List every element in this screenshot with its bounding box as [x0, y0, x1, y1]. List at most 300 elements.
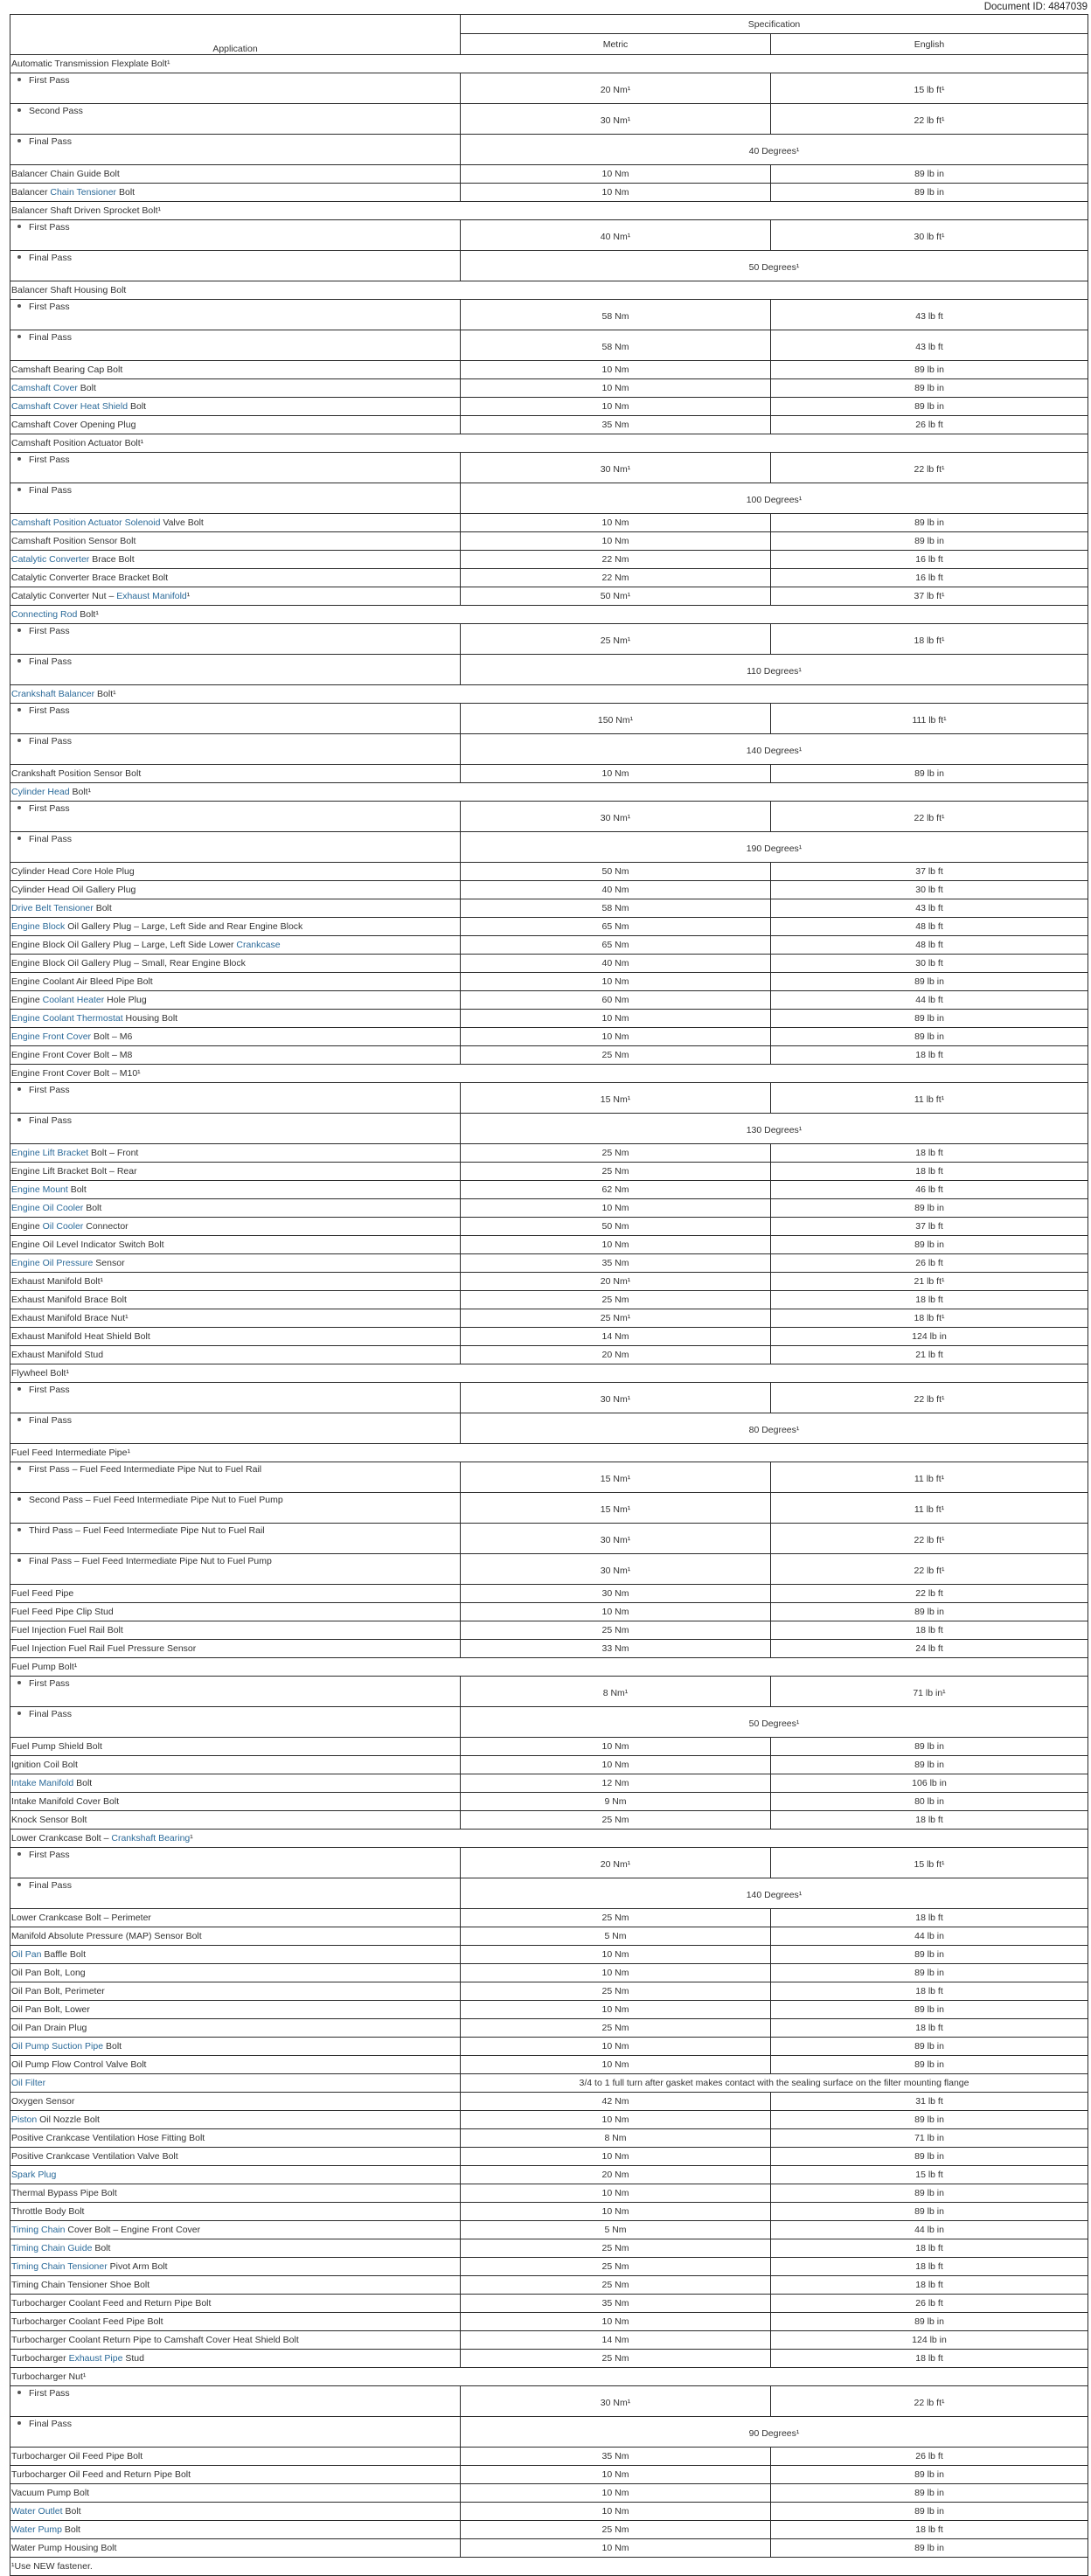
english-value: 26 lb ft — [771, 416, 1088, 434]
application-text: First Pass — [29, 302, 70, 312]
application-cell — [10, 2148, 461, 2166]
component-link[interactable]: Cylinder Head — [11, 787, 70, 797]
metric-value: 20 Nm¹ — [461, 1848, 771, 1878]
application-text: Engine — [11, 1221, 43, 1232]
application-text: Fuel Feed Pipe — [11, 1588, 74, 1599]
english-value: 22 lb ft¹ — [771, 1383, 1088, 1413]
application-cell — [10, 655, 461, 685]
component-link[interactable]: Water Outlet — [11, 2506, 63, 2517]
english-value: 16 lb ft — [771, 551, 1088, 569]
component-link[interactable]: Camshaft Cover Heat Shield — [11, 401, 129, 412]
english-value: 89 lb in — [771, 2503, 1088, 2521]
application-cell — [10, 1964, 461, 1982]
footnote: ¹Use NEW fastener. — [10, 2558, 1088, 2576]
component-link[interactable]: Engine Front Cover — [11, 1031, 92, 1042]
application-text: Oil Pump Flow Control Valve Bolt — [11, 2059, 147, 2070]
english-value: 26 lb ft — [771, 2295, 1088, 2313]
application-cell — [10, 624, 461, 655]
metric-value: 14 Nm — [461, 1328, 771, 1346]
application-cell — [10, 55, 1088, 73]
application-cell — [10, 483, 461, 514]
application-cell — [10, 765, 461, 783]
application-cell — [10, 1658, 1088, 1677]
spec-value-span: 100 Degrees¹ — [461, 483, 1088, 514]
component-link[interactable]: Catalytic Converter — [11, 554, 90, 565]
table-row — [10, 955, 1088, 973]
application-text: Engine Front Cover Bolt – M8 — [11, 1050, 133, 1060]
application-cell — [10, 1493, 461, 1524]
application-cell — [10, 1554, 461, 1585]
english-value: 89 lb in — [771, 1946, 1088, 1964]
application-cell — [10, 802, 461, 832]
english-value: 11 lb ft¹ — [771, 1493, 1088, 1524]
spec-value-span: 130 Degrees¹ — [461, 1114, 1088, 1144]
metric-value: 25 Nm — [461, 1144, 771, 1163]
application-cell — [10, 1328, 461, 1346]
application-text: Catalytic Converter Brace Bracket Bolt — [11, 573, 169, 583]
bullet-icon — [17, 255, 21, 259]
application-cell — [10, 1774, 461, 1793]
application-cell — [10, 2350, 461, 2368]
application-text: Bolt — [61, 2524, 80, 2535]
application-cell — [10, 2386, 461, 2417]
metric-value: 9 Nm — [461, 1793, 771, 1811]
application-text: Intake Manifold Cover Bolt — [11, 1796, 120, 1807]
application-cell — [10, 2074, 461, 2093]
component-link[interactable]: Engine Block — [11, 921, 66, 932]
bullet-icon — [17, 659, 21, 663]
application-text: Camshaft Cover Opening Plug — [11, 420, 136, 430]
application-text: Fuel Pump Shield Bolt — [11, 1741, 102, 1752]
bullet-icon — [17, 488, 21, 491]
pass-row — [10, 1677, 1088, 1707]
metric-value: 65 Nm — [461, 936, 771, 955]
component-link[interactable]: Exhaust Manifold — [116, 591, 187, 601]
table-row — [10, 2503, 1088, 2521]
header-metric: Metric — [461, 34, 771, 55]
application-cell — [10, 2019, 461, 2038]
pass-row — [10, 104, 1088, 135]
component-link[interactable]: Engine Oil Cooler — [11, 1203, 84, 1213]
application-text: Final Pass — [29, 1880, 73, 1891]
table-row — [10, 765, 1088, 783]
application-cell — [10, 2239, 461, 2258]
table-row — [10, 1811, 1088, 1830]
application-text: Exhaust Manifold Bolt¹ — [11, 1276, 104, 1287]
english-value: 18 lb ft — [771, 2276, 1088, 2295]
bullet-icon — [17, 335, 21, 338]
metric-value: 25 Nm — [461, 1046, 771, 1065]
english-value: 89 lb in — [771, 2313, 1088, 2331]
english-value: 89 lb in — [771, 2484, 1088, 2503]
application-cell — [10, 300, 461, 330]
english-value: 71 lb in¹ — [771, 1677, 1088, 1707]
table-row — [10, 1273, 1088, 1291]
application-text: Oil Pan Bolt, Long — [11, 1968, 86, 1978]
english-value: 89 lb in — [771, 973, 1088, 991]
table-row — [10, 1946, 1088, 1964]
pass-row — [10, 1114, 1088, 1144]
application-cell — [10, 551, 461, 569]
metric-value: 10 Nm — [461, 1946, 771, 1964]
component-link[interactable]: Crankshaft Balancer — [11, 689, 95, 699]
application-cell — [10, 2539, 461, 2558]
english-value: 16 lb ft — [771, 569, 1088, 587]
english-value: 106 lb in — [771, 1774, 1088, 1793]
component-link[interactable]: Chain Tensioner — [50, 187, 117, 198]
metric-value: 30 Nm¹ — [461, 2386, 771, 2417]
english-value: 89 lb in — [771, 1756, 1088, 1774]
metric-value: 30 Nm¹ — [461, 453, 771, 483]
application-cell — [10, 2093, 461, 2111]
english-value: 89 lb in — [771, 2184, 1088, 2203]
application-text: Engine Lift Bracket Bolt – Rear — [11, 1166, 137, 1177]
table-row — [10, 1909, 1088, 1927]
pass-row — [10, 704, 1088, 734]
application-cell — [10, 1199, 461, 1218]
application-text: First Pass — [29, 1385, 70, 1395]
table-row — [10, 1346, 1088, 1364]
metric-value: 25 Nm — [461, 1621, 771, 1640]
application-text: Second Pass – Fuel Feed Intermediate Pipe Nut to Fuel Pump — [29, 1495, 283, 1505]
application-text: First Pass — [29, 1678, 70, 1689]
english-value: 18 lb ft — [771, 2019, 1088, 2038]
table-row — [10, 2239, 1088, 2258]
application-text: Final Pass — [29, 2419, 73, 2429]
application-text: Oil Gallery Plug – Large, Left Side and Rear Engine Block — [65, 921, 303, 932]
application-cell — [10, 2203, 461, 2221]
metric-value: 10 Nm — [461, 1236, 771, 1254]
metric-value: 10 Nm — [461, 765, 771, 783]
application-text: Turbocharger Coolant Feed Pipe Bolt — [11, 2316, 163, 2327]
english-value: 89 lb in — [771, 1236, 1088, 1254]
application-cell — [10, 379, 461, 398]
table-row — [10, 973, 1088, 991]
application-cell — [10, 2484, 461, 2503]
english-value: 22 lb ft — [771, 1585, 1088, 1603]
application-text: Bolt — [116, 187, 136, 198]
english-value: 18 lb ft — [771, 1982, 1088, 2001]
application-text: Bolt — [92, 2243, 111, 2253]
bullet-icon — [17, 708, 21, 712]
english-value: 18 lb ft — [771, 2239, 1088, 2258]
metric-value: 10 Nm — [461, 165, 771, 184]
table-row — [10, 1254, 1088, 1273]
application-cell — [10, 2111, 461, 2129]
component-link[interactable]: Water Pump — [11, 2524, 62, 2535]
metric-value: 10 Nm — [461, 2001, 771, 2019]
metric-value: 10 Nm — [461, 1738, 771, 1756]
application-cell — [10, 918, 461, 936]
metric-value: 30 Nm¹ — [461, 1554, 771, 1585]
metric-value: 10 Nm — [461, 361, 771, 379]
application-cell — [10, 1878, 461, 1909]
metric-value: 30 Nm¹ — [461, 104, 771, 135]
pass-row — [10, 1462, 1088, 1493]
spec-value-span: 40 Degrees¹ — [461, 135, 1088, 165]
application-cell — [10, 453, 461, 483]
application-text: Fuel Feed Pipe Clip Stud — [11, 1607, 114, 1617]
application-cell — [10, 899, 461, 918]
spec-value-span: 110 Degrees¹ — [461, 655, 1088, 685]
application-text: Bolt — [83, 1203, 102, 1213]
group-row — [10, 1658, 1088, 1677]
english-value: 18 lb ft — [771, 2521, 1088, 2539]
table-row — [10, 1793, 1088, 1811]
component-link[interactable]: Piston — [11, 2114, 38, 2125]
component-link[interactable]: Connecting Rod — [11, 609, 78, 620]
application-text: Bolt — [62, 2506, 81, 2517]
application-text: Oil Pan Bolt, Perimeter — [11, 1986, 105, 1996]
component-link[interactable]: Engine Lift Bracket — [11, 1148, 89, 1158]
component-link[interactable]: Engine Coolant Thermostat — [11, 1013, 123, 1024]
application-cell — [10, 1218, 461, 1236]
application-cell — [10, 1309, 461, 1328]
english-value: 30 lb ft — [771, 955, 1088, 973]
table-row — [10, 1028, 1088, 1046]
table-row — [10, 2448, 1088, 2466]
group-row — [10, 281, 1088, 300]
metric-value: 50 Nm — [461, 1218, 771, 1236]
application-text: Exhaust Manifold Heat Shield Bolt — [11, 1331, 150, 1342]
application-text: Ignition Coil Bolt — [11, 1760, 78, 1770]
table-row — [10, 1603, 1088, 1621]
pass-row — [10, 135, 1088, 165]
pass-row — [10, 330, 1088, 361]
bullet-icon — [17, 108, 21, 112]
application-cell — [10, 704, 461, 734]
table-row — [10, 2295, 1088, 2313]
application-text: Bolt — [73, 1778, 93, 1788]
table-row — [10, 569, 1088, 587]
table-row — [10, 1621, 1088, 1640]
group-row — [10, 685, 1088, 704]
application-text: Turbocharger Coolant Return Pipe to Camshaft Cover Heat Shield Bolt — [11, 2335, 299, 2345]
metric-value: 10 Nm — [461, 1010, 771, 1028]
bullet-icon — [17, 1387, 21, 1391]
table-row — [10, 587, 1088, 606]
application-text: First Pass — [29, 803, 70, 814]
component-link[interactable]: Timing Chain Tensioner — [11, 2261, 108, 2272]
metric-value: 15 Nm¹ — [461, 1493, 771, 1524]
metric-value: 10 Nm — [461, 2184, 771, 2203]
english-value: 30 lb ft¹ — [771, 220, 1088, 251]
application-text: Manifold Absolute Pressure (MAP) Sensor Bolt — [11, 1931, 202, 1941]
table-row — [10, 2484, 1088, 2503]
application-cell — [10, 1444, 1088, 1462]
table-row — [10, 184, 1088, 202]
component-link[interactable]: Oil Pan — [11, 1949, 42, 1960]
application-cell — [10, 1364, 1088, 1383]
table-row — [10, 881, 1088, 899]
application-cell — [10, 514, 461, 532]
metric-value: 10 Nm — [461, 2056, 771, 2074]
application-text: Balancer Shaft Housing Bolt — [11, 285, 127, 295]
english-value: 44 lb in — [771, 1927, 1088, 1946]
application-cell — [10, 2184, 461, 2203]
application-text: Connector — [83, 1221, 129, 1232]
english-value: 111 lb ft¹ — [771, 704, 1088, 734]
metric-value: 15 Nm¹ — [461, 1083, 771, 1114]
component-link[interactable]: Exhaust Pipe — [68, 2353, 123, 2364]
component-link[interactable]: Oil Pump Suction Pipe — [11, 2041, 104, 2052]
application-cell — [10, 1254, 461, 1273]
metric-value: 15 Nm¹ — [461, 1462, 771, 1493]
component-link[interactable]: Oil Cooler — [42, 1221, 84, 1232]
application-text: Camshaft Bearing Cap Bolt — [11, 365, 123, 375]
application-text: Turbocharger Oil Feed and Return Pipe Bolt — [11, 2469, 191, 2480]
metric-value: 8 Nm — [461, 2129, 771, 2148]
english-value: 48 lb ft — [771, 936, 1088, 955]
english-value: 18 lb ft — [771, 1144, 1088, 1163]
application-cell — [10, 2448, 461, 2466]
metric-value: 30 Nm¹ — [461, 802, 771, 832]
english-value: 21 lb ft¹ — [771, 1273, 1088, 1291]
component-link[interactable]: Camshaft Cover — [11, 383, 78, 393]
application-text: Balancer — [11, 187, 51, 198]
english-value: 37 lb ft¹ — [771, 587, 1088, 606]
spec-value-span: 90 Degrees¹ — [461, 2417, 1088, 2448]
table-row — [10, 1163, 1088, 1181]
application-cell — [10, 1181, 461, 1199]
application-text: Brace Bolt — [89, 554, 135, 565]
application-cell — [10, 1346, 461, 1364]
application-cell — [10, 1144, 461, 1163]
metric-value: 10 Nm — [461, 1756, 771, 1774]
table-row — [10, 398, 1088, 416]
application-cell — [10, 1163, 461, 1181]
application-text: Exhaust Manifold Brace Nut¹ — [11, 1313, 129, 1323]
application-text: Exhaust Manifold Brace Bolt — [11, 1295, 127, 1305]
english-value: 89 lb in — [771, 361, 1088, 379]
bullet-icon — [17, 1852, 21, 1856]
english-value: 11 lb ft¹ — [771, 1083, 1088, 1114]
component-link[interactable]: Timing Chain — [11, 2225, 66, 2235]
pass-row — [10, 300, 1088, 330]
metric-value: 25 Nm — [461, 2258, 771, 2276]
bullet-icon — [17, 1467, 21, 1470]
table-row — [10, 1046, 1088, 1065]
metric-value: 25 Nm¹ — [461, 624, 771, 655]
metric-value: 14 Nm — [461, 2331, 771, 2350]
english-value: 89 lb in — [771, 1199, 1088, 1218]
application-text: Exhaust Manifold Stud — [11, 1350, 104, 1360]
english-value: 46 lb ft — [771, 1181, 1088, 1199]
application-text: First Pass — [29, 1850, 70, 1860]
application-text: Bolt – M6 — [91, 1031, 133, 1042]
component-link[interactable]: Camshaft Position Actuator Solenoid — [11, 517, 161, 528]
table-row — [10, 2350, 1088, 2368]
table-row — [10, 1964, 1088, 1982]
metric-value: 10 Nm — [461, 2466, 771, 2484]
application-text: Timing Chain Tensioner Shoe Bolt — [11, 2280, 150, 2290]
component-link[interactable]: Spark Plug — [11, 2170, 57, 2180]
application-cell — [10, 2001, 461, 2019]
application-text: Fuel Feed Intermediate Pipe¹ — [11, 1448, 130, 1458]
metric-value: 40 Nm — [461, 881, 771, 899]
component-link[interactable]: Crankshaft Bearing — [111, 1833, 191, 1843]
english-value: 15 lb ft¹ — [771, 1848, 1088, 1878]
metric-value: 10 Nm — [461, 379, 771, 398]
pass-row — [10, 1878, 1088, 1909]
application-text: Throttle Body Bolt — [11, 2206, 85, 2217]
application-cell — [10, 1114, 461, 1144]
component-link[interactable]: Crankcase — [236, 940, 281, 950]
component-link[interactable]: Coolant Heater — [42, 995, 105, 1005]
application-text: First Pass — [29, 705, 70, 716]
bullet-icon — [17, 1883, 21, 1886]
english-value: 37 lb ft — [771, 863, 1088, 881]
application-cell — [10, 832, 461, 863]
spec-value-span: 140 Degrees¹ — [461, 1878, 1088, 1909]
application-cell — [10, 1413, 461, 1444]
english-value: 31 lb ft — [771, 2093, 1088, 2111]
metric-value: 8 Nm¹ — [461, 1677, 771, 1707]
application-text: Final Pass — [29, 1415, 73, 1426]
application-cell — [10, 2331, 461, 2350]
group-row — [10, 1364, 1088, 1383]
metric-value: 5 Nm — [461, 2221, 771, 2239]
english-value: 18 lb ft¹ — [771, 1309, 1088, 1328]
metric-value: 10 Nm — [461, 514, 771, 532]
metric-value: 150 Nm¹ — [461, 704, 771, 734]
application-cell — [10, 1236, 461, 1254]
english-value: 18 lb ft — [771, 2258, 1088, 2276]
application-cell — [10, 2368, 1088, 2386]
component-link[interactable]: Oil Filter — [11, 2078, 46, 2088]
application-cell — [10, 955, 461, 973]
application-cell — [10, 202, 1088, 220]
application-cell — [10, 1028, 461, 1046]
table-row — [10, 1756, 1088, 1774]
application-text: Oil Nozzle Bolt — [37, 2114, 100, 2125]
table-row — [10, 863, 1088, 881]
application-cell — [10, 973, 461, 991]
group-row — [10, 1065, 1088, 1083]
english-value: 89 lb in — [771, 2203, 1088, 2221]
application-cell — [10, 73, 461, 104]
application-cell — [10, 1524, 461, 1554]
pass-row — [10, 1413, 1088, 1444]
bullet-icon — [17, 1528, 21, 1531]
application-text: Engine Front Cover Bolt – M10¹ — [11, 1068, 141, 1079]
table-row — [10, 1144, 1088, 1163]
application-cell — [10, 2313, 461, 2331]
application-cell — [10, 2466, 461, 2484]
component-link[interactable]: Timing Chain Guide — [11, 2243, 93, 2253]
group-row — [10, 202, 1088, 220]
pass-row — [10, 832, 1088, 863]
application-text: Second Pass — [29, 106, 83, 116]
pass-row — [10, 220, 1088, 251]
header-application: Application — [10, 15, 461, 55]
english-value: 89 lb in — [771, 2148, 1088, 2166]
table-row — [10, 1309, 1088, 1328]
group-row — [10, 434, 1088, 453]
table-row — [10, 2111, 1088, 2129]
group-row — [10, 55, 1088, 73]
application-cell — [10, 1273, 461, 1291]
component-link[interactable]: Drive Belt Tensioner — [11, 903, 94, 913]
component-link[interactable]: Engine Oil Pressure — [11, 1258, 94, 1268]
application-cell — [10, 685, 1088, 704]
application-text: Final Pass — [29, 136, 73, 147]
english-value: 15 lb ft¹ — [771, 73, 1088, 104]
application-text: Final Pass — [29, 1709, 73, 1719]
component-link[interactable]: Intake Manifold — [11, 1778, 74, 1788]
application-cell — [10, 1065, 1088, 1083]
component-link[interactable]: Engine Mount — [11, 1184, 68, 1195]
